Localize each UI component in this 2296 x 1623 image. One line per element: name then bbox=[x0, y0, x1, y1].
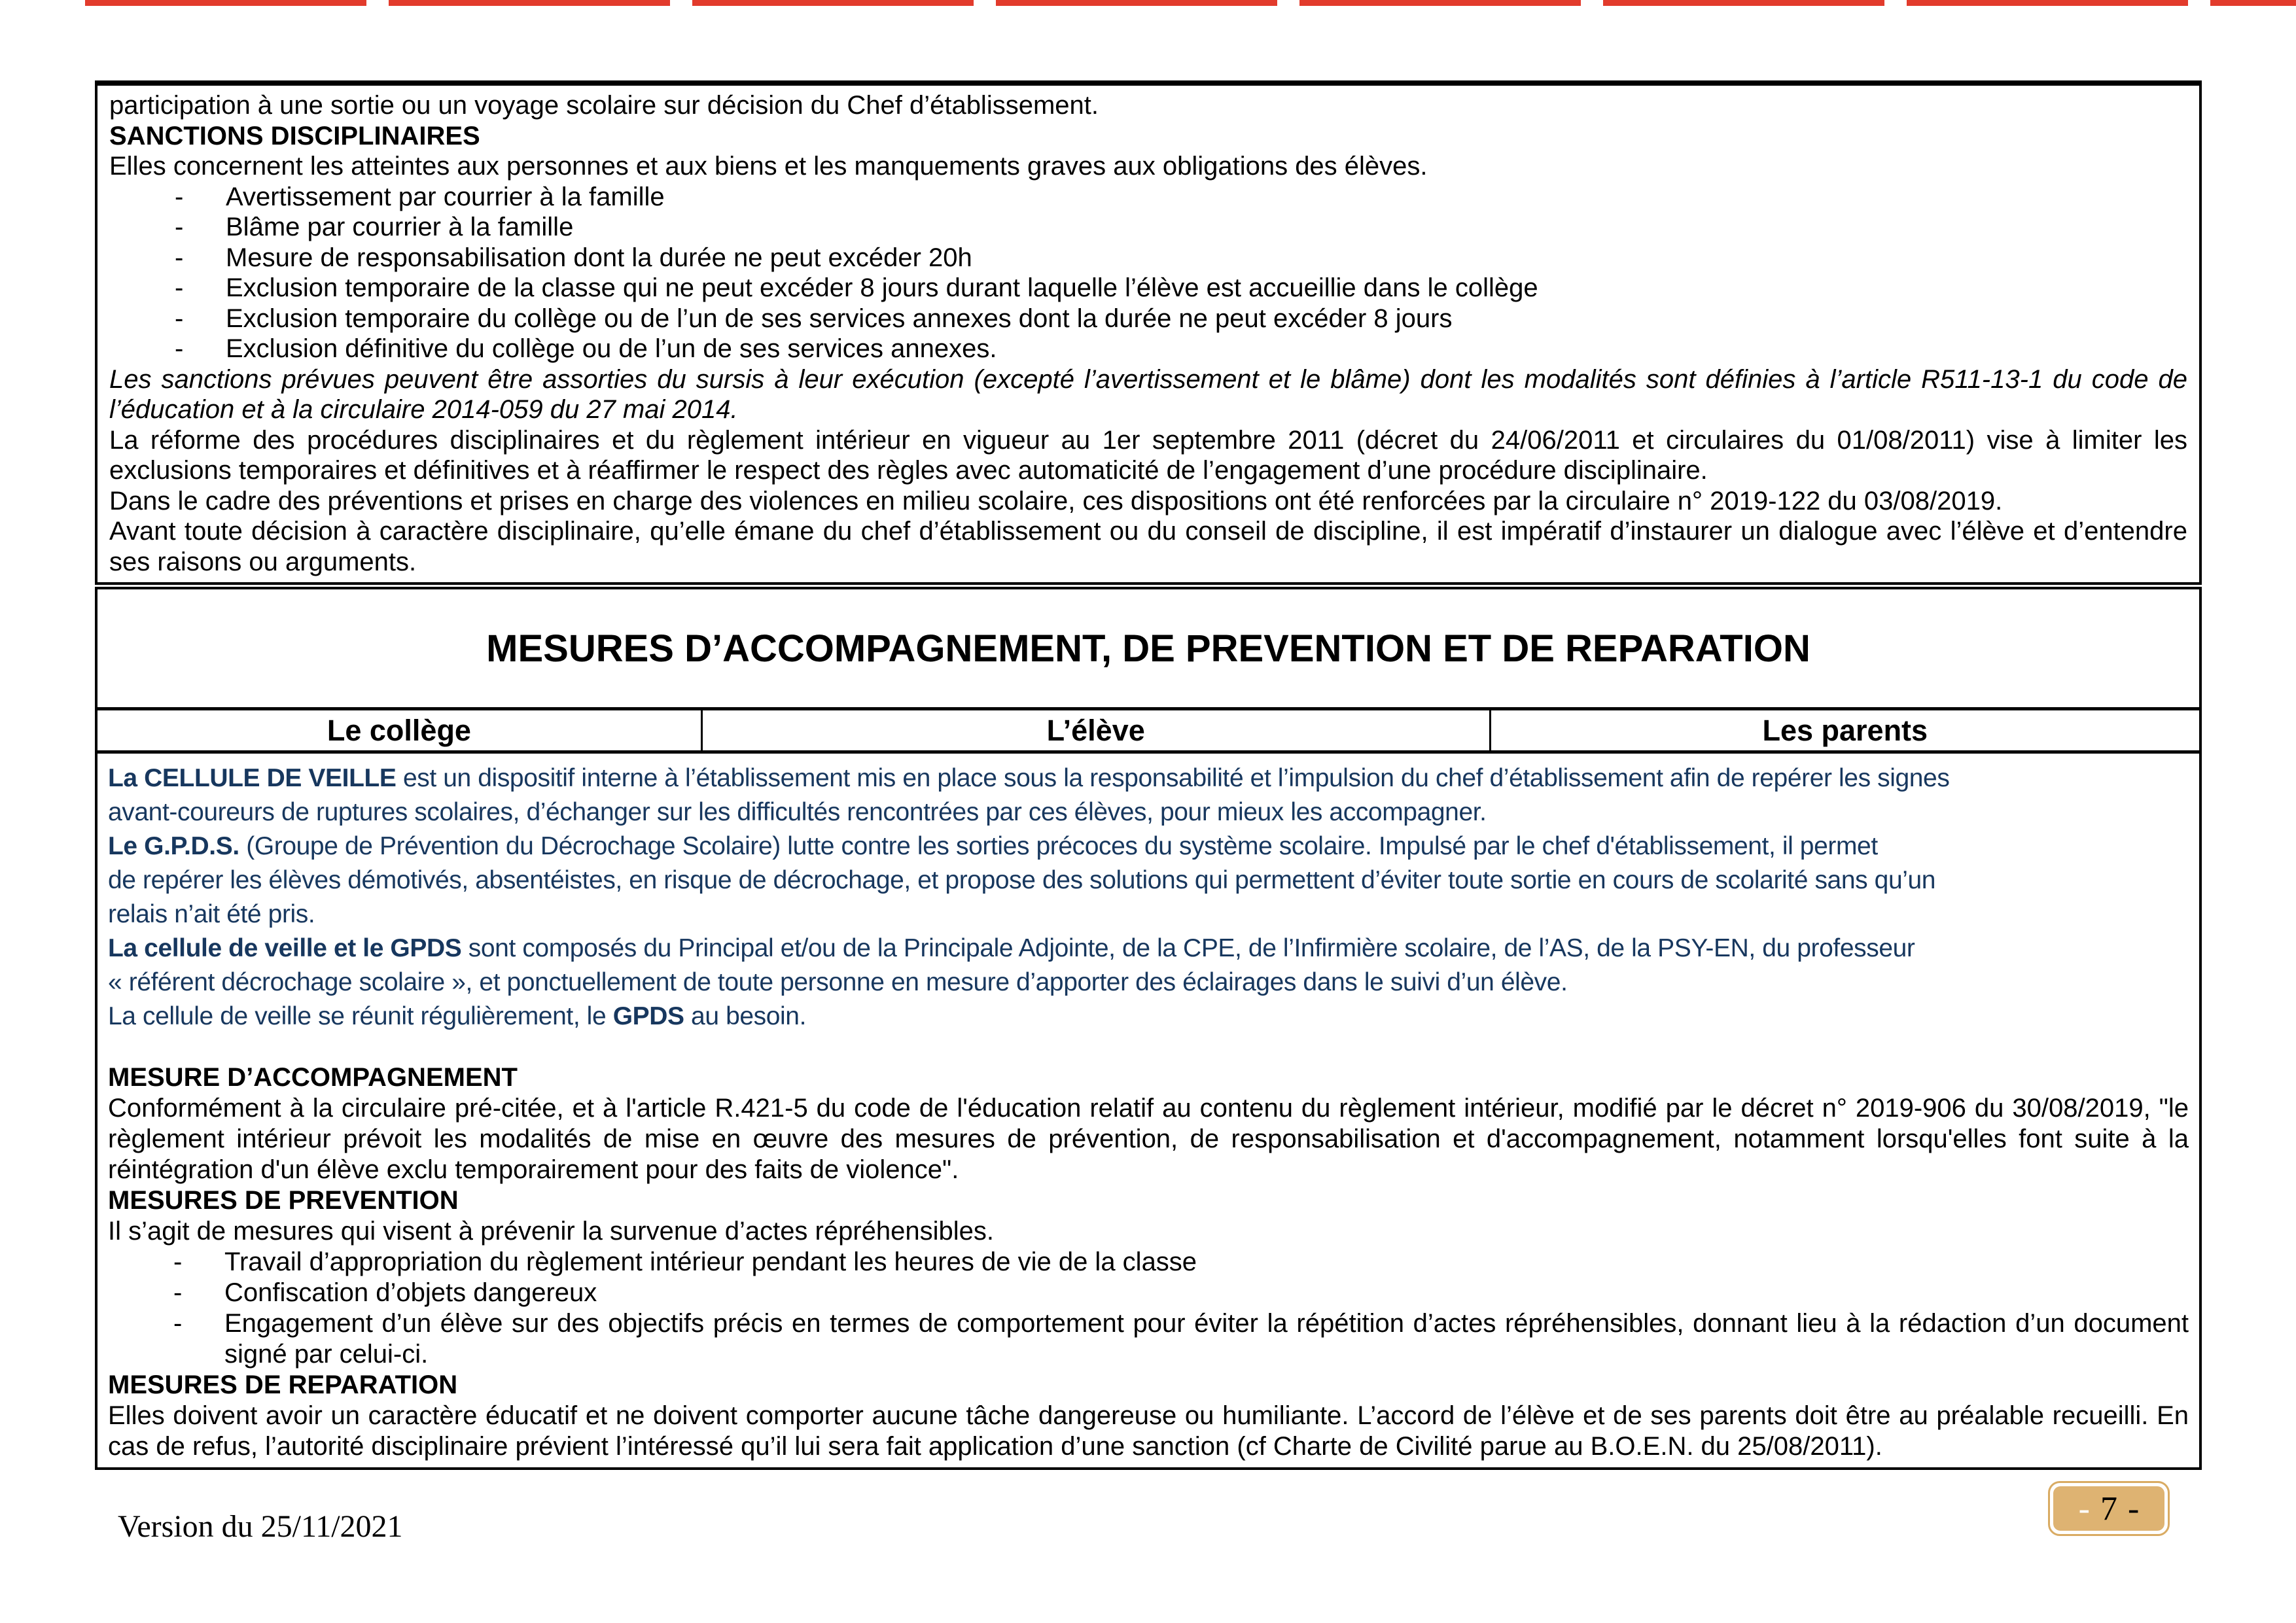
dash-bullet: - bbox=[175, 273, 184, 302]
blue-line: La CELLULE DE VEILLE est un dispositif interne à l’établissement mis en place sous la responsabilité et l’impulsion du chef d’établissement afin de repérer les signes bbox=[108, 764, 1950, 792]
prevention-item bbox=[108, 1308, 2189, 1370]
prevention-intro: Il s’agit de mesures qui visent à prévenir la survenue d’actes répréhensibles. bbox=[108, 1217, 995, 1246]
badge-right-dash: - bbox=[2128, 1490, 2140, 1527]
dash-bullet: - bbox=[175, 213, 184, 241]
version-footer: Version du 25/11/2021 bbox=[118, 1509, 403, 1544]
blue-line: de repérer les élèves démotivés, absentéistes, en risque de décrochage, et propose des solutions qui permettent d’éviter toute sortie en cours de scolarité sans qu’un bbox=[108, 866, 1936, 894]
sanction-item bbox=[109, 212, 2187, 243]
dash-bullet: - bbox=[175, 243, 184, 272]
dash-bullet: - bbox=[173, 1248, 183, 1276]
prevention-item-text: Engagement d’un élève sur des objectifs précis en termes de comportement pour éviter la répétition d’actes répréhensibles, donnant lieu à la rédaction d’un document signé par celui-ci. bbox=[224, 1309, 2189, 1369]
dialogue-paragraph: Avant toute décision à caractère disciplinaire, qu’elle émane du chef d’établissement ou du conseil de discipline, il est impératif d’instaurer un dialogue avec l’élève et d’entendre ses raisons ou arguments. bbox=[109, 517, 2187, 576]
page-number bbox=[2053, 1486, 2164, 1531]
blue-line: « référent décrochage scolaire », et ponctuellement de toute personne en mesure d’apporter des éclairages dans le suivi d’un élève. bbox=[108, 968, 1568, 996]
sanction-item bbox=[109, 243, 2187, 273]
accompagnement-heading: MESURE D’ACCOMPAGNEMENT bbox=[108, 1063, 518, 1092]
badge-number: 7 bbox=[2100, 1490, 2117, 1527]
sanction-item bbox=[109, 304, 2187, 334]
dash-bullet: - bbox=[175, 304, 184, 333]
dash-bullet: - bbox=[173, 1278, 183, 1307]
sanction-item bbox=[109, 334, 2187, 364]
blue-line: Le G.P.D.S. (Groupe de Prévention du Décrochage Scolaire) lutte contre les sorties précoces du système scolaire. Impulsé par le chef d'établissement, il permet bbox=[108, 832, 1878, 860]
red-top-rule bbox=[85, 0, 2296, 6]
header-cell-eleve: L’élève bbox=[701, 710, 1491, 750]
blue-line: avant-coureurs de ruptures scolaires, d’échanger sur les difficultés rencontrées par ces élèves, pour mieux les accompagner. bbox=[108, 798, 1487, 826]
sanction-item-text: Exclusion temporaire de la classe qui ne peut excéder 8 jours durant laquelle l’élève est accueillie dans le collège bbox=[226, 273, 1538, 302]
page-number-badge bbox=[2048, 1481, 2170, 1536]
prevention-item bbox=[108, 1247, 2189, 1278]
sanction-item-text: Exclusion définitive du collège ou de l’un de ses services annexes. bbox=[226, 334, 997, 363]
measures-title-area bbox=[97, 589, 2199, 710]
dash-bullet: - bbox=[175, 182, 184, 211]
prevention-item-text: Confiscation d’objets dangereux bbox=[224, 1278, 597, 1307]
sanctions-heading: SANCTIONS DISCIPLINAIRES bbox=[109, 121, 480, 150]
blue-line: La cellule de veille et le GPDS sont composés du Principal et/ou de la Principale Adjointe, de la CPE, de l’Infirmière scolaire, de l’AS, de la PSY-EN, du professeur bbox=[108, 934, 1915, 962]
sursis-note: Les sanctions prévues peuvent être assorties du sursis à leur exécution (excepté l’avertissement et le blâme) dont les modalités sont définies à l’article R511-13-1 du code de l’éducation et à la circulaire 2014-059 du 27 mai 2014. bbox=[109, 364, 2187, 424]
sanction-item-text: Exclusion temporaire du collège ou de l’un de ses services annexes dont la durée ne peut excéder 8 jours bbox=[226, 304, 1453, 333]
measures-content bbox=[97, 754, 2199, 1467]
dash-bullet: - bbox=[175, 334, 184, 363]
prevention-item-text: Travail d’appropriation du règlement intérieur pendant les heures de vie de la classe bbox=[224, 1248, 1197, 1276]
actors-header-row bbox=[97, 710, 2199, 754]
sanctions-intro: Elles concernent les atteintes aux personnes et aux biens et les manquements graves aux obligations des élèves. bbox=[109, 152, 1428, 181]
badge-left-dash: - bbox=[2078, 1490, 2090, 1527]
sanction-item bbox=[109, 182, 2187, 213]
cellule-veille-section bbox=[108, 761, 2189, 1034]
reparation-paragraph: Elles doivent avoir un caractère éducatif et ne doivent comporter aucune tâche dangereuse ou humiliante. L’accord de l’élève et de ses parents doit être au préalable recueilli. En cas de refus, l’autorité disciplinaire prévient l’intéressé qu’il lui sera fait application d’une sanction (cf Charte de Civilité parue au B.O.E.N. du 25/08/2011). bbox=[108, 1401, 2189, 1461]
carryover-line: participation à une sortie ou un voyage scolaire sur décision du Chef d’établissement. bbox=[109, 91, 1099, 120]
reforme-paragraph: La réforme des procédures disciplinaires et du règlement intérieur en vigueur au 1er septembre 2011 (décret du 24/06/2011 et circulaires du 01/08/2011) vise à limiter les exclusions temporaires et définitives et à réaffirmer le respect des règles avec automaticité de l’engagement d’une procédure disciplinaire. bbox=[109, 425, 2187, 485]
sanction-item bbox=[109, 273, 2187, 304]
blue-line: relais n’ait été pris. bbox=[108, 900, 315, 928]
sanction-item-text: Mesure de responsabilisation dont la durée ne peut excéder 20h bbox=[226, 243, 972, 272]
measures-black-section bbox=[108, 1062, 2189, 1462]
sanction-item-text: Avertissement par courrier à la famille bbox=[226, 182, 665, 211]
dash-bullet: - bbox=[173, 1309, 183, 1338]
reparation-heading: MESURES DE REPARATION bbox=[108, 1370, 458, 1399]
header-cell-college: Le collège bbox=[327, 713, 471, 747]
accompagnement-paragraph: Conformément à la circulaire pré-citée, et à l'article R.421-5 du code de l'éducation relatif au contenu du règlement intérieur, modifié par le décret n° 2019-906 du 30/08/2019, "le règlement intérieur prévoit les modalités de mise en œuvre des mesures de prévention, de responsabilisation et d'accompagnement, notamment lorsqu'elles font suite à la réintégration d'un élève exclu temporairement pour des faits de violence". bbox=[108, 1094, 2189, 1184]
prevention-heading: MESURES DE PREVENTION bbox=[108, 1186, 459, 1215]
prevention-item bbox=[108, 1278, 2189, 1308]
measures-title: MESURES D’ACCOMPAGNEMENT, DE PREVENTION ET DE REPARATION bbox=[486, 627, 1810, 670]
blue-line: La cellule de veille se réunit régulièrement, le GPDS au besoin. bbox=[108, 1002, 807, 1030]
violences-paragraph: Dans le cadre des préventions et prises en charge des violences en milieu scolaire, ces dispositions ont été renforcées par la circulaire n° 2019-122 du 03/08/2019. bbox=[109, 486, 2003, 515]
sanctions-box bbox=[95, 80, 2202, 585]
measures-box bbox=[95, 587, 2202, 1470]
sanction-item-text: Blâme par courrier à la famille bbox=[226, 213, 574, 241]
document-page bbox=[95, 80, 2202, 1470]
header-cell-parents: Les parents bbox=[1762, 713, 1928, 747]
